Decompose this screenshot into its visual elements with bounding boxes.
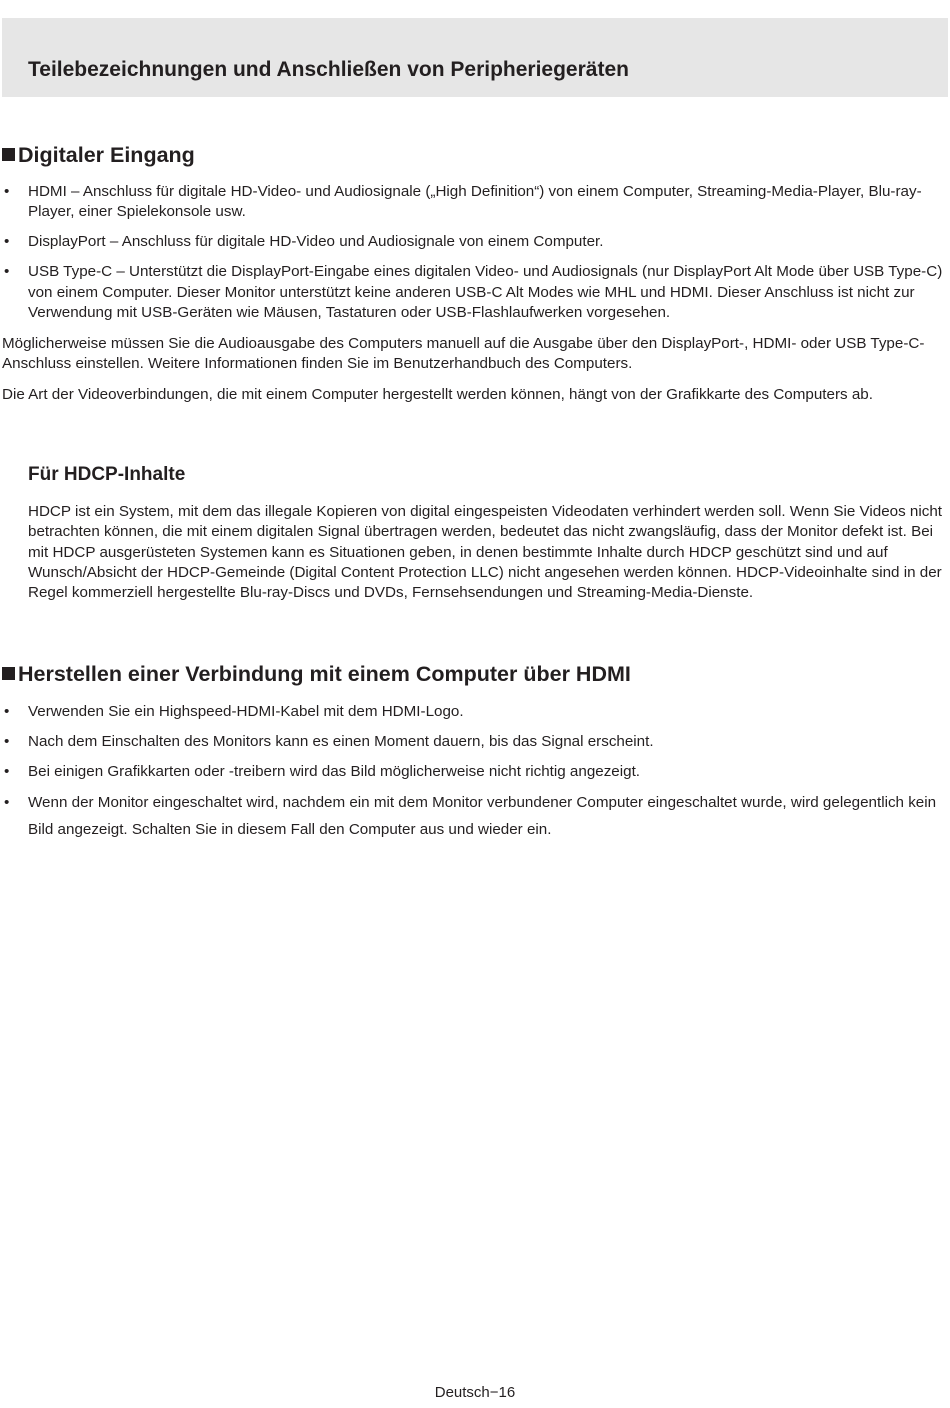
list-item-text: DisplayPort – Anschluss für digitale HD-Video und Audiosignale von einem Computer. <box>28 233 604 251</box>
page-number: Deutsch−16 <box>434 1384 516 1401</box>
section-heading-hdmi-connection <box>2 660 631 688</box>
list-item <box>0 732 945 752</box>
list-item-text: Bei einigen Grafikkarten oder -treibern wird das Bild möglicherweise nicht richtig angezeigt. <box>28 762 641 780</box>
section-heading-hdmi-connection-text: Herstellen einer Verbindung mit einem Computer über HDMI <box>18 662 631 686</box>
list-item-text: USB Type-C – Unterstützt die DisplayPort-Eingabe eines digitalen Video- und Audiosignals (nur DisplayPort Alt Mode über USB Type-C) von einem Computer. Dieser Monitor unterstützt keine anderen USB-C Alt Modes wie MHL und HDMI. Dieser Anschluss ist nicht zur Verwendung mit USB-Geräten wie Mäusen, Tastaturen oder USB-Flashlaufwerken vorgesehen. <box>28 263 943 321</box>
video-connection-paragraph: Die Art der Videoverbindungen, die mit einem Computer hergestellt werden können, hängt von der Grafikkarte des Computers ab. <box>2 386 873 403</box>
bullet-icon: • <box>4 703 10 720</box>
audio-output-paragraph: Möglicherweise müssen Sie die Audioausgabe des Computers manuell auf die Ausgabe über den DisplayPort-, HDMI- oder USB Type-C-Anschluss einstellen. Weitere Informationen finden Sie im Benutzerhandbuch des Computers. <box>2 335 925 373</box>
section-heading-digital-input <box>2 141 195 169</box>
list-item <box>0 702 945 722</box>
list-item <box>0 789 945 843</box>
hdcp-paragraph: HDCP ist ein System, mit dem das illegale Kopieren von digital eingespeisten Videodaten verhindert werden soll. Wenn Sie Videos nicht betrachten können, die mit einem digitalen Signal übertragen werden, bedeutet das nicht zwangsläufig, dass der Monitor defekt ist. Bei mit HDCP ausgerüsteten Systemen kann es Situationen geben, in denen bestimmte Inhalte durch HDCP geschützt sind und auf Wunsch/Absicht der HDCP-Gemeinde (Digital Content Protection LLC) nicht angesehen werden können. HDCP-Videoinhalte sind in der Regel kommerziell hergestellte Blu-ray-Discs und DVDs, Fernsehsendungen und Streaming-Media-Dienste. <box>28 503 943 602</box>
bullet-icon: • <box>4 263 10 281</box>
digital-input-bullet-list <box>0 182 945 333</box>
page-title: Teilebezeichnungen und Anschließen von Peripheriegeräten <box>28 58 629 81</box>
bullet-icon: • <box>4 732 10 750</box>
black-square-icon <box>2 667 15 680</box>
list-item-text: HDMI – Anschluss für digitale HD-Video- und Audiosignale („High Definition“) von einem Computer, Streaming-Media-Player, Blu-ray-Player, einer Spielekonsole usw. <box>28 183 922 221</box>
list-item <box>0 232 945 252</box>
bullet-icon: • <box>4 233 10 251</box>
section-heading-digital-input-text: Digitaler Eingang <box>18 143 195 167</box>
list-item-text: Verwenden Sie ein Highspeed-HDMI-Kabel mit dem HDMI-Logo. <box>28 703 464 720</box>
list-item <box>0 762 945 782</box>
list-item-text: Wenn der Monitor eingeschaltet wird, nachdem ein mit dem Monitor verbundener Computer eingeschaltet wurde, wird gelegentlich kein Bild angezeigt. Schalten Sie in diesem Fall den Computer aus und wieder ein. <box>28 793 937 838</box>
bullet-icon: • <box>4 183 10 200</box>
hdmi-connection-bullet-list <box>0 702 945 853</box>
list-item-text: Nach dem Einschalten des Monitors kann es einen Moment dauern, bis das Signal erscheint. <box>28 732 654 750</box>
list-item <box>0 182 945 223</box>
black-square-icon <box>2 148 15 161</box>
bullet-icon: • <box>4 762 10 780</box>
hdcp-heading: Für HDCP-Inhalte <box>28 464 186 485</box>
bullet-icon: • <box>4 793 10 811</box>
list-item <box>0 262 945 323</box>
